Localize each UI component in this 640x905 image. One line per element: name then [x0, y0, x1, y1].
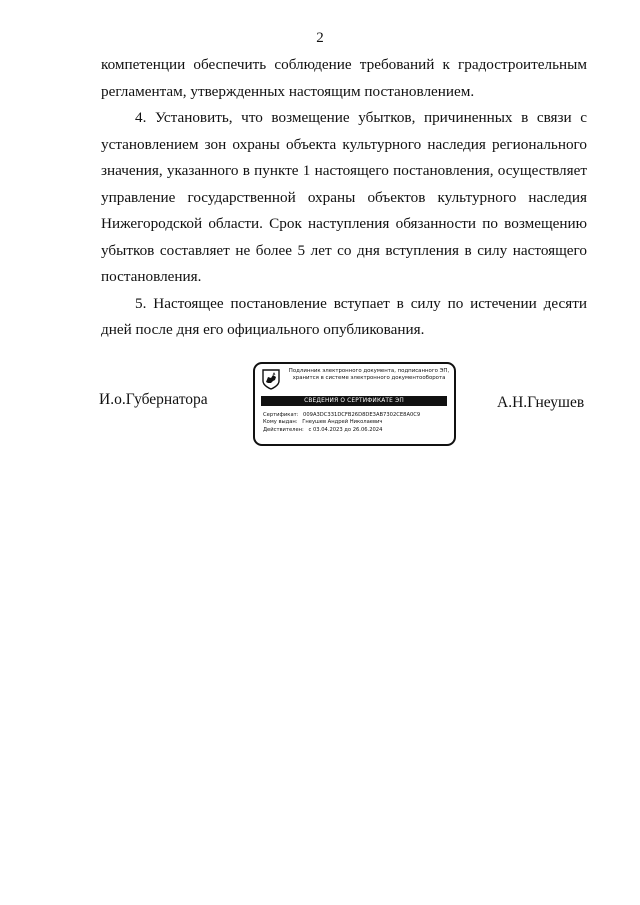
- issued-to-row: [263, 419, 453, 426]
- document-body: [101, 52, 587, 344]
- certificate-label: Сертификат:: [263, 412, 299, 418]
- page-number: 2: [316, 30, 324, 46]
- valid-row: [263, 427, 453, 434]
- signatory-name: А.Н.Гнеушев: [497, 394, 585, 411]
- electronic-signature-stamp: [253, 362, 456, 446]
- paragraph-item-5: 5. Настоящее постановление вступает в силу по истечении десяти дней после дня его официального опубликования.: [101, 294, 587, 338]
- stamp-header: СВЕДЕНИЯ О СЕРТИФИКАТЕ ЭП: [261, 396, 447, 406]
- valid-value: с 03.04.2023 до 26.06.2024: [308, 426, 383, 433]
- stamp-notice: [285, 368, 453, 382]
- coat-of-arms-icon: [262, 369, 280, 390]
- certificate-value: 009A3DC331DCFB26D8DE3AB7302CE8A0C9: [303, 412, 421, 418]
- signatory-title: И.о.Губернатора: [99, 391, 208, 408]
- paragraph-continuation: компетенции обеспечить соблюдение требований к градостроительным регламентам, утвержденных настоящим постановлением.: [101, 56, 587, 100]
- issued-to-label: Кому выдан:: [263, 419, 298, 426]
- issued-to-value: Гнеушев Андрей Николаевич: [302, 419, 383, 426]
- stamp-notice-line: Подлинник электронного документа, подписанного ЭП,: [288, 368, 450, 374]
- stamp-fields: [263, 412, 453, 434]
- stamp-notice-line: хранится в системе электронного документооборота: [292, 375, 446, 382]
- valid-label: Действителен:: [263, 426, 304, 433]
- paragraph-item-4: 4. Установить, что возмещение убытков, причиненных в связи с установлением зон охраны объекта культурного наследия регионального значения, указанного в пункте 1 настоящего постановления, осуществляет управление государственной охраны объектов культурного наследия Нижегородской области. Срок наступления обязанности по возмещению убытков составляет не более 5 лет со дня вступления в силу настоящего постановления.: [101, 109, 587, 285]
